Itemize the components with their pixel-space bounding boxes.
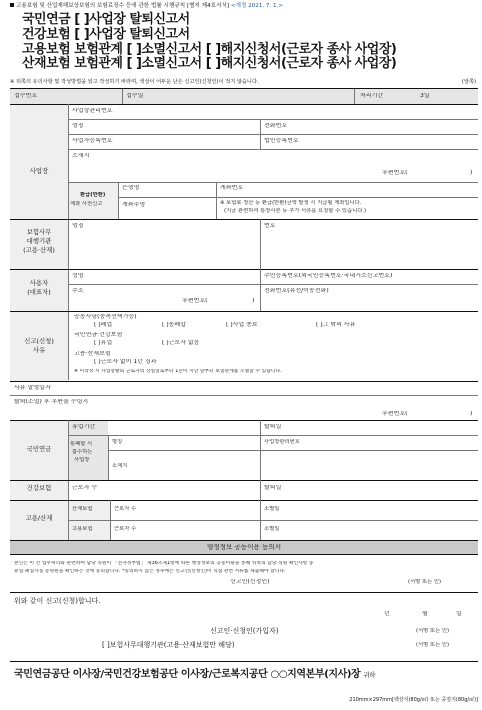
form-titles [22, 13, 477, 72]
applicant-signature-field[interactable]: (서명 또는 인) [416, 628, 450, 634]
health-withdrawal-date-field[interactable]: 탈퇴일 [264, 485, 282, 491]
section-workplace: 사업장 [29, 167, 49, 175]
title-employment: 고용보험 보험관계 [ ]소멸신고서 [ ]해지신청서(근로자 종사 사업장) [22, 41, 397, 57]
date-month[interactable]: 월 [422, 611, 428, 617]
recipient-address-field[interactable]: 탈퇴(소멸) 후 우편물 수령지 [14, 399, 89, 405]
industrial-extinction-date-field[interactable]: 소멸일 [264, 506, 280, 512]
account-holder-field[interactable]: 계좌주명 [122, 202, 146, 208]
section-user: 사용자 [29, 279, 49, 287]
addressee: 국민연금공단 이사장/국민건강보험공단 이사장/근로복지공단 ○○지역본부(지사)장 귀하 [14, 669, 376, 680]
form-table: 접수번호 접수일 처리기간 3일 사업장 사업장관리번호 명칭 전화번호 사업자등록번호 법인등록번호 소재지 우편번호( ) 환급(반환) 계좌 사전신고 은행명 계좌주명 계좌번호 ※ 보험료 정산 등 환급(반환)금액 발생 시 지급될 계좌입니다. (지금 관련하여 통장사본 등 추가 서류를 요청할 수 있습니다.) 보험사무 대행기관 (고용·산재) 명칭 번호 사용자 (대표자) 성명 주민등록번호(외국인등록번호·국내거소신고번호) 주소 우편번호( ) 전화번호(유선/이동전화) 신고(신청) 사유 공통사항(중복선택가능) [ ]폐업 [ ]통폐합 [ ]사업 종료 [ ]그 밖의 사유 국민연금·건강보험 [ ]휴업 [ ]근로자 없음 고용·산재보험 [ ]근로자 없이 1년 경과 ※ 미작성 시 사업장탈퇴 근로자의 상실일로부터 1년이 지난 날부터 보험관계를 소멸할 수 있습니다. 사유 발생일자 탈퇴(소멸) 후 우편물 수령지 우편번호( ) 국민연금 휴업기간 탈퇴일 통폐합 시 흡수하는 사업장 명칭 사업장관리번호 소재지 건강보험 근로자 수 탈퇴일 고용/산재 산재보험 고용보험 근로자 수 근로자 수 소멸일 소멸일 행정정보 공동이용 동의서 본인은 이 건 업무처리와 관련하여 담당 직원이 「전자정부법」 제36조제1항에 따른 행정정보의 공동이용을 통해 뒤쪽의 담당 직원 확인사항 중 휴업·폐업사실 증명원을 확인하는 것에 동의합니다. *동의하지 않는 경우에는 신고인(신청인)이 직접 관련 서류를 제출해야 합니다. 신고인(신청인) (서명 또는 인) 위와 같이 신고(신청)합니다. 년 월 일 신고인·신청인(가입자) (서명 또는 인) [ ]보험사무대행기관(고용·산재보험만 해당) (서명 또는 인) [10, 88, 478, 662]
processing-period-value: 3일 [420, 93, 430, 99]
consent-signer-label: 신고인(신청인) [230, 579, 270, 585]
section-reason: 신고(신청) [24, 337, 54, 345]
section-agency: 보험사무 [26, 228, 52, 236]
receipt-number-label: 접수번호 [14, 93, 38, 99]
leave-period-field[interactable]: 휴업기간 [72, 424, 96, 430]
revision-date: <개정 2021. 7. 1.> [230, 3, 284, 9]
law-reference: 고용보험 및 산업재해보상보험의 보험료징수 등에 관한 법률 시행규칙 [별지 제4호서식] [16, 3, 230, 9]
square-bullet-icon [10, 3, 14, 7]
admin-consent-text: 본인은 이 건 업무처리와 관련하여 담당 직원이 「전자정부법」 제36조제1항에 따른 행정정보의 공동이용을 통해 뒤쪽의 담당 직원 확인사항 중 [14, 561, 314, 566]
reason-no-workers-year-checkbox[interactable]: [ ]근로자 없이 1년 경과 [94, 359, 157, 365]
health-workers-field[interactable]: 근로자 수 [72, 485, 98, 491]
user-address-field[interactable]: 주소 [72, 288, 84, 294]
date-year[interactable]: 년 [384, 611, 390, 617]
business-reg-no-field[interactable]: 사업자등록번호 [72, 138, 113, 144]
consent-signature-field[interactable]: (서명 또는 인) [408, 579, 442, 585]
paper-spec: 210mm×297mm[백상지(80g/㎡) 또는 중질지(80g/㎡)] [349, 697, 478, 703]
merge-address-field[interactable]: 소재지 [112, 463, 128, 469]
workplace-mgmt-no-field[interactable]: 사업장관리번호 [72, 108, 113, 114]
reason-merger-checkbox[interactable]: [ ]통폐합 [162, 322, 186, 328]
processing-period-label: 처리기간 [360, 93, 384, 99]
declaration-statement: 위와 같이 신고(신청)합니다. [14, 597, 101, 605]
section-employment: 고용/산재 [25, 514, 53, 522]
bank-name-field[interactable]: 은행명 [122, 185, 140, 191]
title-health: 건강보험 [ ]사업장 탈퇴신고서 [22, 26, 190, 42]
workplace-phone-field[interactable]: 전화번호 [264, 123, 288, 129]
reason-no-workers-checkbox[interactable]: [ ]근로자 없음 [162, 340, 200, 346]
merge-name-field[interactable]: 명칭 [112, 439, 123, 445]
title-pension: 국민연금 [ ]사업장 탈퇴신고서 [22, 12, 190, 27]
applicant-label: 신고인·신청인(가입자) [210, 627, 279, 635]
reason-closure-checkbox[interactable]: [ ]폐업 [94, 322, 113, 328]
workplace-postal-code-field[interactable]: 우편번호( [382, 170, 408, 176]
employment-extinction-date-field[interactable]: 소멸일 [264, 526, 280, 532]
pension-withdrawal-date-field[interactable]: 탈퇴일 [264, 424, 282, 430]
user-phone-field[interactable]: 전화번호(유선/이동전화) [264, 288, 329, 294]
reason-termination-checkbox[interactable]: [ ]사업 종료 [226, 322, 258, 328]
industrial-workers-field[interactable]: 근로자 수 [114, 506, 137, 512]
admin-consent-text-2: 휴업·폐업사실 증명원을 확인하는 것에 동의합니다. *동의하지 않는 경우에는 신고인(신청인)이 직접 관련 서류를 제출해야 합니다. [14, 569, 286, 574]
reason-other-checkbox[interactable]: [ ]그 밖의 사유 [316, 322, 356, 328]
refund-note: ※ 보험료 정산 등 환급(반환)금액 발생 시 지급될 계좌입니다. [220, 200, 362, 206]
refund-account-label: 환급(반환) [80, 192, 106, 198]
merge-workplace-label: 통폐합 시 [70, 441, 93, 447]
reason-pension-label: 국민연금·건강보험 [74, 332, 123, 338]
instruction-note: ※ 뒤쪽의 유의사항 및 작성방법을 읽고 작성하기 바라며, 색상이 어두운 난은 신고인(신청인)이 적지 않습니다. (앞쪽) [10, 79, 476, 85]
user-name-field[interactable]: 성명 [72, 273, 84, 279]
agency-number-field[interactable]: 번호 [264, 223, 276, 229]
reason-note: ※ 미작성 시 사업장탈퇴 근로자의 상실일로부터 1년이 지난 날부터 보험관계를 소멸할 수 있습니다. [74, 369, 282, 374]
merge-mgmt-no-field[interactable]: 사업장관리번호 [264, 439, 300, 445]
date-day[interactable]: 일 [456, 611, 462, 617]
section-pension: 국민연금 [26, 445, 52, 453]
user-rrn-field[interactable]: 주민등록번호(외국인등록번호·국내거소신고번호) [264, 273, 393, 279]
employment-workers-field[interactable]: 근로자 수 [114, 526, 137, 532]
industrial-insurance-label: 산재보험 [72, 506, 93, 512]
workplace-name-field[interactable]: 명칭 [72, 123, 84, 129]
occurrence-date-field[interactable]: 사유 발생일자 [14, 385, 51, 391]
workplace-address-field[interactable]: 소재지 [72, 153, 90, 159]
section-health: 건강보험 [26, 484, 52, 492]
agency-name-field[interactable]: 명칭 [72, 223, 84, 229]
title-industrial: 산재보험 보험관계 [ ]소멸신고서 [ ]해지신청서(근로자 종사 사업장) [22, 56, 397, 72]
refund-note-2: (지금 관련하여 통장사본 등 추가 서류를 요청할 수 있습니다.) [224, 208, 367, 214]
employment-insurance-label: 고용보험 [72, 526, 93, 532]
recipient-postal-code-field[interactable]: 우편번호( [382, 411, 408, 417]
account-number-field[interactable]: 계좌번호 [220, 185, 244, 191]
form-legal-basis [10, 3, 480, 9]
reason-employment-label: 고용·산재보험 [74, 351, 111, 357]
admin-consent-title: 행정정보 공동이용 동의서 [206, 544, 282, 551]
user-postal-code-field[interactable]: 우편번호( [182, 298, 208, 304]
reason-common-label: 공통사항(중복선택가능) [74, 314, 137, 320]
agent-signature-field[interactable]: (서명 또는 인) [416, 642, 450, 648]
reason-leave-checkbox[interactable]: [ ]휴업 [94, 340, 113, 346]
corporate-reg-no-field[interactable]: 법인등록번호 [264, 138, 299, 144]
receipt-date-label: 접수일 [126, 93, 144, 99]
agent-checkbox[interactable]: [ ]보험사무대행기관(고용·산재보험만 해당) [102, 641, 235, 649]
page-side: (앞쪽) [461, 79, 476, 85]
refund-account-label2: 계좌 사전신고 [70, 201, 103, 207]
